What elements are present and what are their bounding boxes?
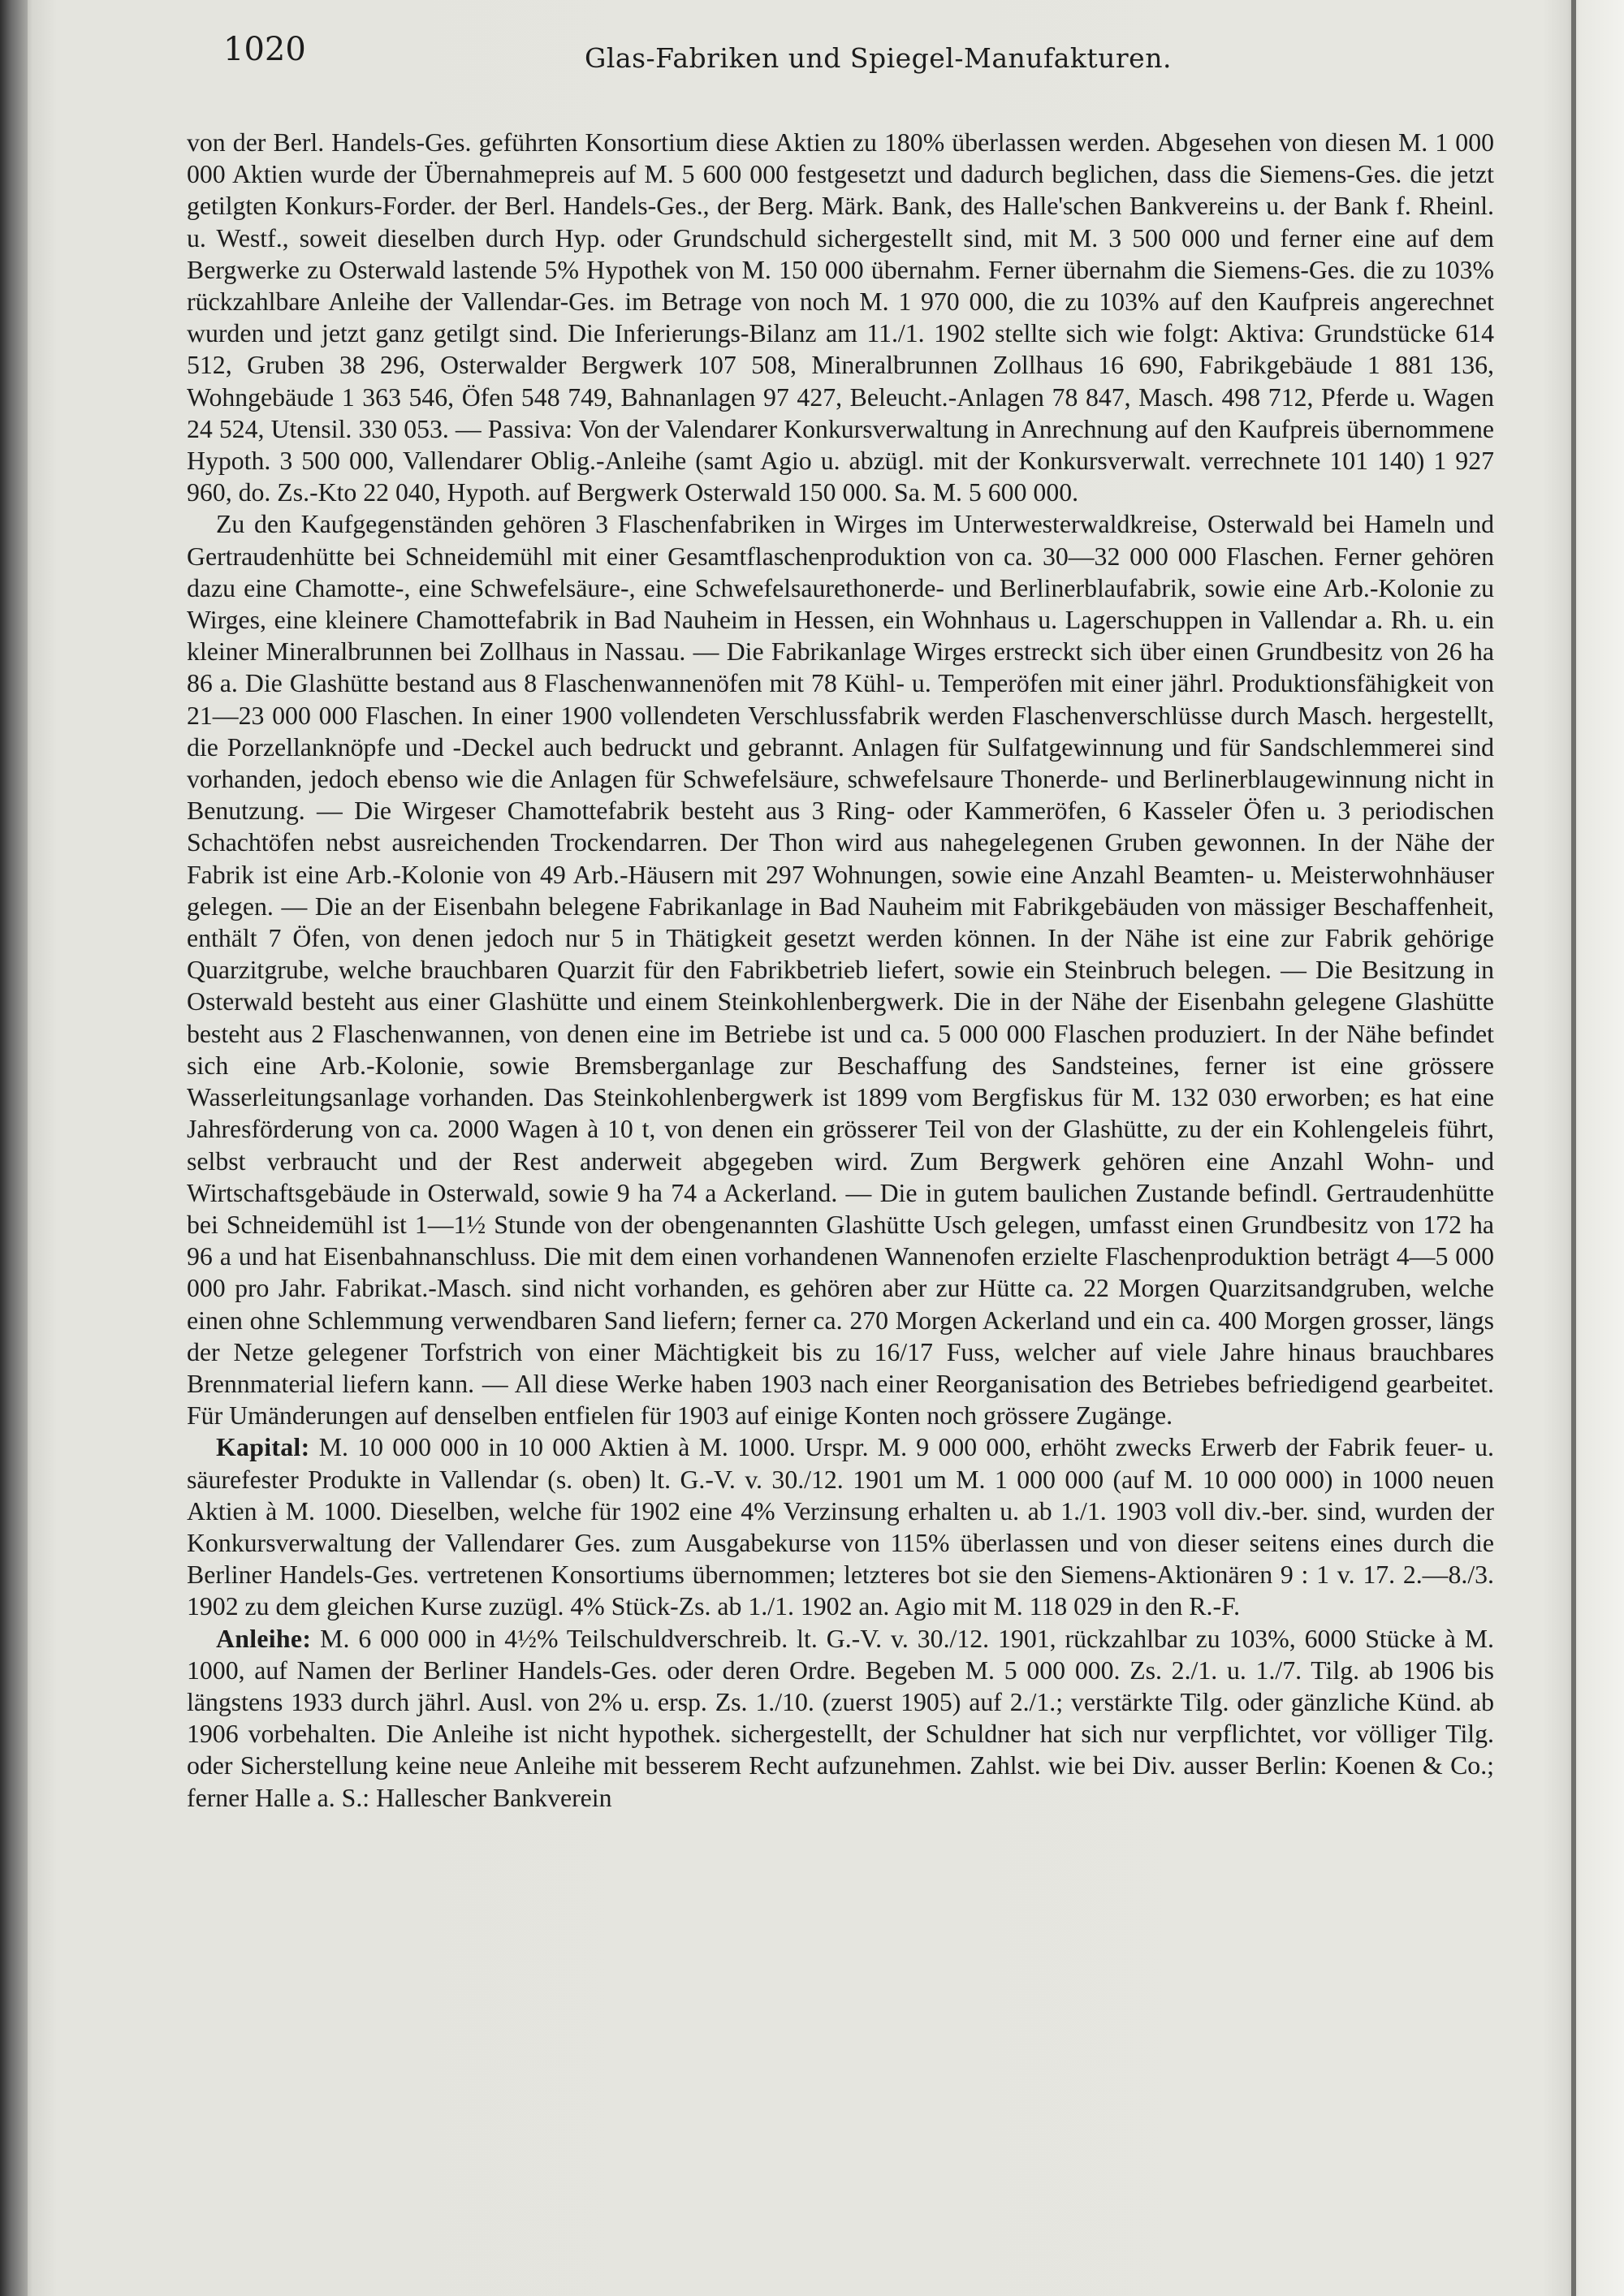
- book-spine-shadow: [0, 0, 28, 2296]
- kapital-text: M. 10 000 000 in 10 000 Aktien à M. 1000. Urspr. M. 9 000 000, erhöht zwecks Erwerb der Fabrik feuer- u. säurefester Produkte in Vallendar (s. oben) lt. G.-V. v. 30./12. 1901 um M. 1 000 000 (auf M. 10 000 000) in 1000 neuen Aktien à M. 1000. Dieselben, welche für 1902 eine 4% Verzinsung erhalten u. ab 1./1. 1903 voll div.-ber. sind, wurden der Konkursverwaltung der Vallendarer Ges. zum Ausgabekurse von 115% überlassen und von dieser seitens eines durch die Berliner Handels-Ges. vertretenen Konsortiums übernommen; letzteres bot sie den Siemens-Aktionären 9 : 1 v. 17. 2.—8./3. 1902 zu dem gleichen Kurse zuzügl. 4% Stück-Zs. ab 1./1. 1902 an. Agio mit M. 118 029 in den R.-F.: [187, 1433, 1494, 1621]
- page-content: [187, 24, 1494, 1814]
- running-head: Glas-Fabriken und Spiegel-Manufakturen.: [585, 42, 1172, 74]
- kapital-heading: Kapital:: [216, 1433, 310, 1462]
- paragraph-kapital: [187, 1431, 1494, 1622]
- body-text: [187, 127, 1494, 1814]
- paragraph-1: [187, 127, 1494, 508]
- page-edge: [1571, 0, 1576, 2296]
- anleihe-text: M. 6 000 000 in 4½% Teilschuldverschreib. lt. G.-V. v. 30./12. 1901, rückzahlbar zu 103%, 6000 Stücke à M. 1000, auf Namen der Berliner Handels-Ges. oder deren Ordre. Begeben M. 5 000 000. Zs. 2./1. u. 1./7. Tilg. ab 1906 bis längstens 1933 durch jährl. Ausl. von 2% u. ersp. Zs. 1./10. (zuerst 1905) auf 2./1.; verstärkte Tilg. oder gänzliche Künd. ab 1906 vorbehalten. Die Anleihe ist nicht hypothek. sichergestellt, der Schuldner hat sich nur verpflichtet, vor völliger Tilg. oder Sicherstellung keine neue Anleihe mit besserem Recht aufzunehmen. Zahlst. wie bei Div. ausser Berlin: Koenen & Co.; ferner Halle a. S.: Hallescher Bankverein: [187, 1624, 1494, 1812]
- paragraph-2-text: Zu den Kaufgegenständen gehören 3 Flaschenfabriken in Wirges im Unterwesterwaldkreise, Osterwald bei Hameln und Gertraudenhütte bei Schneidemühl mit einer Gesamtflaschenproduktion von ca. 30—32 000 000 Flaschen. Ferner gehören dazu eine Chamotte-, eine Schwefelsäure-, eine Schwefelsaurethonerde- und Berlinerblaufabrik, sowie eine Arb.-Kolonie zu Wirges, eine kleinere Chamottefabrik in Bad Nauheim in Hessen, ein Wohnhaus u. Lagerschuppen in Vallendar a. Rh. u. ein kleiner Mineralbrunnen bei Zollhaus in Nassau. — Die Fabrikanlage Wirges erstreckt sich über einen Grundbesitz von 26 ha 86 a. Die Glashütte bestand aus 8 Flaschenwannenöfen mit 78 Kühl- u. Temperöfen mit einer jährl. Produktionsfähigkeit von 21—23 000 000 Flaschen. In einer 1900 vollendeten Verschlussfabrik werden Flaschenverschlüsse durch Masch. hergestellt, die Porzellanknöpfe und -Deckel auch bedruckt und gebrannt. Anlagen für Sulfatgewinnung und für Sandschlemmerei sind vorhanden, jedoch ebenso wie die Anlagen für Schwefelsäure, schwefelsaure Thonerde- und Berlinerblaugewinnung nicht in Benutzung. — Die Wirgeser Chamottefabrik besteht aus 3 Ring- oder Kammeröfen, 6 Kasseler Öfen u. 3 periodischen Schachtöfen nebst ausreichenden Trockendarren. Der Thon wird aus nahegelegenen Gruben gewonnen. In der Nähe der Fabrik ist eine Arb.-Kolonie von 49 Arb.-Häusern mit 297 Wohnungen, sowie eine Anzahl Beamten- u. Meisterwohnhäuser gelegen. — Die an der Eisenbahn belegene Fabrikanlage in Bad Nauheim mit Fabrikgebäuden von mässiger Beschaffenheit, enthält 7 Öfen, von denen jedoch nur 5 in Thätigkeit gesetzt werden können. In der Nähe ist eine zur Fabrik gehörige Quarzitgrube, welche brauchbaren Quarzit für den Fabrikbetrieb liefert, sowie ein Steinbruch belegen. — Die Besitzung in Osterwald besteht aus einer Glashütte und einem Steinkohlenbergwerk. Die in der Nähe der Eisenbahn gelegene Glashütte besteht aus 2 Flaschenwannen, von denen eine im Betriebe ist und ca. 5 000 000 Flaschen produziert. In der Nähe befindet sich eine Arb.-Kolonie, sowie Bremsberganlage zur Beschaffung des Sandsteines, ferner ist eine grössere Wasserleitungsanlage vorhanden. Das Steinkohlenbergwerk ist 1899 vom Bergfiskus für M. 132 030 erworben; es hat eine Jahresförderung von ca. 2000 Wagen à 10 t, von denen ein grösserer Teil von der Glashütte, zu der ein Kohlengeleis führt, selbst verbraucht und der Rest anderweit abgegeben wird. Zum Bergwerk gehören eine Anzahl Wohn- und Wirtschaftsgebäude in Osterwald, sowie 9 ha 74 a Ackerland. — Die in gutem baulichen Zustande befindl. Gertraudenhütte bei Schneidemühl ist 1—1½ Stunde von der obengenannten Glashütte Usch gelegen, umfasst einen Grundbesitz von 172 ha 96 a und hat Eisenbahnanschluss. Die mit dem einen vorhandenen Wannenofen erzielte Flaschenproduktion beträgt 4—5 000 000 pro Jahr. Fabrikat.-Masch. sind nicht vorhanden, es gehören aber zur Hütte ca. 22 Morgen Quarzitsandgruben, welche einen ohne Schlemmung verwendbaren Sand liefern; ferner ca. 270 Morgen Ackerland und ein ca. 400 Morgen grosser, längs der Netze gelegener Torfstrich von einer Mächtigkeit bis zu 16/17 Fuss, welcher auf viele Jahre hinaus brauchbares Brennmaterial liefern kann. — All diese Werke haben 1903 nach einer Reorganisation des Betriebes befriedigend gearbeitet. Für Umänderungen auf denselben entfielen für 1903 auf einige Konten noch grössere Zugänge.: [187, 510, 1494, 1431]
- paragraph-2: [187, 508, 1494, 1431]
- paragraph-anleihe: [187, 1623, 1494, 1814]
- page-number: 1020: [223, 31, 306, 68]
- anleihe-heading: Anleihe:: [216, 1624, 312, 1653]
- page-header: [187, 24, 1494, 81]
- paragraph-1-text: von der Berl. Handels-Ges. geführten Konsortium diese Aktien zu 180% überlassen werden. Abgesehen von diesen M. 1 000 000 Aktien wurde der Übernahmepreis auf M. 5 600 000 festgesetzt und dadurch beglichen, dass die Siemens-Ges. die jetzt getilgten Konkurs-Forder. der Berl. Handels-Ges., der Berg. Märk. Bank, des Halle'schen Bankvereins u. der Bank f. Rheinl. u. Westf., soweit dieselben durch Hyp. oder Grundschuld sichergestellt sind, mit M. 3 500 000 und ferner eine auf dem Bergwerke zu Osterwald lastende 5% Hypothek von M. 150 000 übernahm. Ferner übernahm die Siemens-Ges. die zu 103% rückzahlbare Anleihe der Vallendar-Ges. im Betrage von noch M. 1 970 000, die zu 103% auf den Kaufpreis angerechnet wurden und jetzt ganz getilgt sind. Die Inferierungs-Bilanz am 11./1. 1902 stellte sich wie folgt: Aktiva: Grundstücke 614 512, Gruben 38 296, Osterwalder Bergwerk 107 508, Mineralbrunnen Zollhaus 16 690, Fabrikgebäude 1 881 136, Wohngebäude 1 363 546, Öfen 548 749, Bahnanlagen 97 427, Beleucht.-Anlagen 78 847, Masch. 498 712, Pferde u. Wagen 24 524, Utensil. 330 053. — Passiva: Von der Valendarer Konkursverwaltung in Anrechnung auf den Kaufpreis übernommene Hypoth. 3 500 000, Vallendarer Oblig.-Anleihe (samt Agio u. abzügl. mit der Konkursverwalt. verrechnete 101 140) 1 927 960, do. Zs.-Kto 22 040, Hypoth. auf Bergwerk Osterwald 150 000. Sa. M. 5 600 000.: [187, 128, 1494, 507]
